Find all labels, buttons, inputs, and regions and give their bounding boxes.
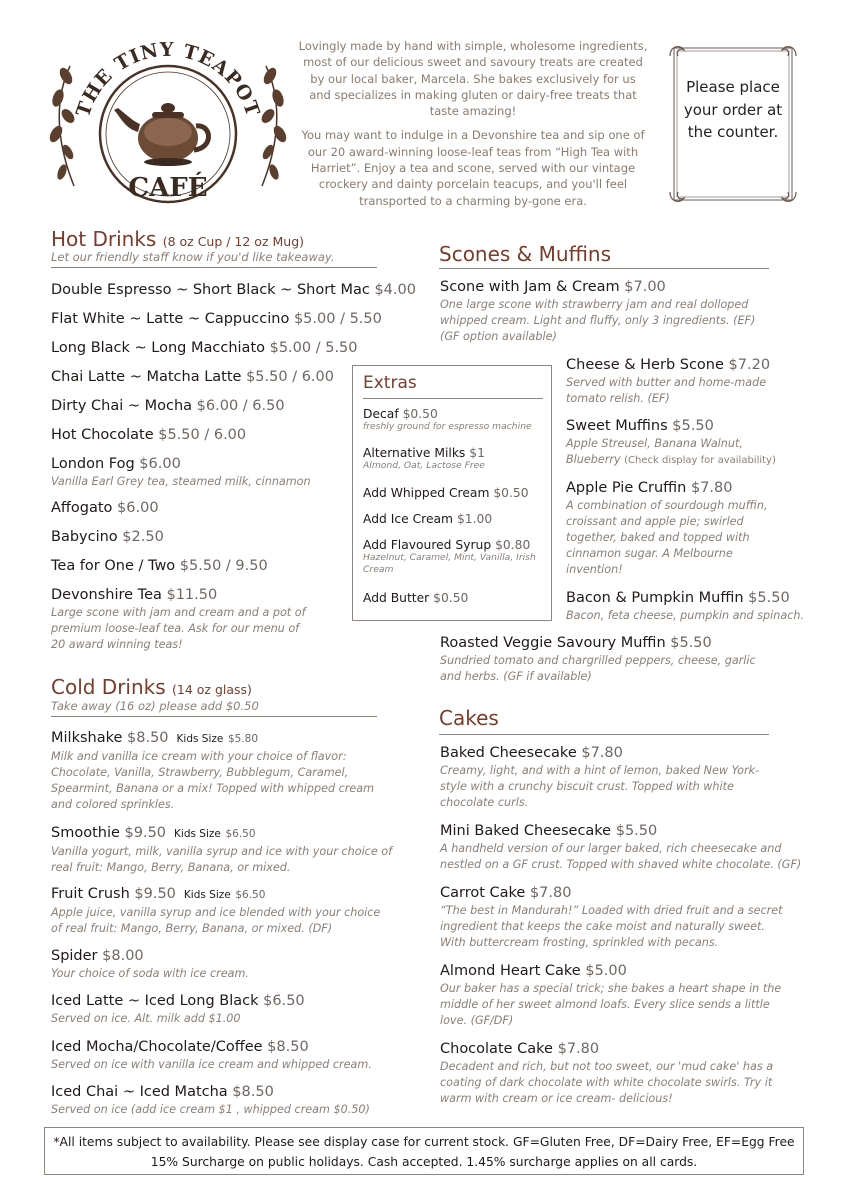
item-price: $5.50 / 6.00 (246, 369, 334, 385)
menu-item (51, 824, 396, 876)
menu-item (51, 885, 391, 937)
order-notice-text: Please place your order at the counter. (683, 78, 783, 141)
item-description: Large scone with jam and cream and a pot of premium loose-leaf tea. Ask for our menu of 20 award winning teas! (51, 606, 306, 651)
item-name: Tea for One / Two (51, 558, 176, 574)
extra-price: $0.50 (433, 591, 469, 605)
item-description: Vanilla yogurt, milk, vanilla syrup and ice with your choice of real fruit: Mango, Berry, Banana, or mixed. (51, 845, 393, 874)
extra-name: Add Whipped Cream (363, 486, 490, 500)
extra-item (363, 512, 548, 526)
item-name: Chai Latte ~ Matcha Latte (51, 369, 242, 385)
kids-size-price: $6.50 (235, 889, 266, 901)
item-name: Devonshire Tea (51, 587, 162, 603)
item-price: $4.00 (374, 282, 416, 298)
menu-item (566, 356, 781, 407)
extras-box (352, 365, 552, 621)
item-description: Vanilla Earl Grey tea, steamed milk, cinnamon (51, 475, 311, 488)
scones-heading: Scones & Muffins (439, 242, 612, 266)
menu-item (51, 368, 334, 387)
item-description: Served with butter and home-made tomato relish. (EF) (566, 376, 767, 405)
extra-item (363, 407, 548, 433)
menu-item (51, 528, 164, 547)
menu-item (51, 729, 391, 813)
item-price: $8.50 (127, 730, 169, 746)
extra-price: $1 (469, 446, 485, 460)
extra-price: $0.50 (493, 486, 529, 500)
item-name: London Fog (51, 456, 135, 472)
menu-item (440, 744, 770, 811)
item-price: $6.00 / 6.50 (196, 398, 285, 414)
cold-drinks-title: Cold Drinks (51, 675, 166, 699)
item-name: Sweet Muffins (566, 418, 668, 434)
item-description: Served on ice (add ice cream $1 , whipped cream $0.50) (51, 1103, 370, 1116)
svg-text:THE TINY TEAPOT: THE TINY TEAPOT (72, 38, 264, 120)
intro-paragraph-2: You may want to indulge in a Devonshire tea and sip one of our 20 award-winning loose-leaf teas from “High Tea with Harriet”. Enjoy a tea and scone, served with our vintage crockery and dainty porcelain teacups, and you'll feel transported to a charming by-gone era. (301, 128, 645, 208)
cold-drinks-divider (51, 716, 377, 717)
item-price: $7.80 (529, 885, 572, 901)
item-price: $5.50 (615, 823, 658, 839)
menu-item (566, 417, 806, 469)
extra-item (363, 538, 538, 576)
item-name: Baked Cheesecake (440, 745, 577, 761)
item-price: $5.00 (585, 963, 627, 979)
scones-divider (439, 268, 769, 269)
extra-name: Add Ice Cream (363, 512, 454, 526)
intro-text (298, 38, 648, 217)
item-price: $7.20 (728, 357, 771, 373)
extra-item (363, 446, 548, 472)
item-price: $8.50 (267, 1039, 309, 1055)
cakes-divider (439, 734, 769, 735)
kids-size-label: Kids Size (174, 828, 221, 840)
item-price: $9.50 (124, 825, 167, 841)
item-description: Your choice of soda with ice cream. (51, 967, 249, 980)
item-name: Scone with Jam & Cream (440, 279, 620, 295)
menu-item (51, 397, 285, 416)
item-name: Carrot Cake (440, 885, 526, 901)
item-name: Iced Latte ~ Iced Long Black (51, 993, 259, 1009)
footer-line-2: 15% Surcharge on public holidays. Cash accepted. 1.45% surcharge applies on all cards. (150, 1155, 698, 1169)
item-description: Sundried tomato and chargrilled peppers, cheese, garlic and herbs. (GF if available) (440, 654, 756, 683)
kids-size-price: $6.50 (225, 828, 256, 840)
cold-drinks-subtitle: Take away (16 oz) please add $0.50 (51, 699, 259, 713)
item-price: $8.00 (102, 948, 144, 964)
item-name: Chocolate Cake (440, 1041, 553, 1057)
hot-drinks-title: Hot Drinks (51, 227, 157, 251)
menu-item (51, 455, 341, 490)
menu-item (566, 589, 816, 624)
item-name: Roasted Veggie Savoury Muffin (440, 635, 666, 651)
extra-name: Add Butter (363, 591, 430, 605)
footer-line-1: *All items subject to availability. Please see display case for current stock. GF=Gluten Free, DF=Dairy Free, EF=Egg Free (53, 1135, 795, 1149)
menu-item (440, 884, 790, 951)
item-name: Affogato (51, 500, 113, 516)
svg-text:CAFÉ: CAFÉ (128, 173, 208, 203)
item-name: Long Black ~ Long Macchiato (51, 340, 265, 356)
item-description: A handheld version of our larger baked, rich cheesecake and nestled on a GF crust. Topped with shaved white chocolate. (GF) (440, 842, 802, 871)
menu-item (51, 499, 159, 518)
menu-item (566, 479, 781, 578)
menu-item (440, 278, 765, 345)
item-name: Iced Mocha/Chocolate/Coffee (51, 1039, 263, 1055)
item-price: $11.50 (166, 587, 218, 603)
menu-item (51, 992, 391, 1027)
item-name: Flat White ~ Latte ~ Cappuccino (51, 311, 290, 327)
item-name: Fruit Crush (51, 886, 130, 902)
cold-drinks-note: (14 oz glass) (172, 682, 252, 697)
item-name: Iced Chai ~ Iced Matcha (51, 1084, 228, 1100)
extra-name: Decaf (363, 407, 399, 421)
extra-item (363, 486, 548, 500)
item-name: Smoothie (51, 825, 120, 841)
item-price: $5.50 / 6.00 (158, 427, 247, 443)
menu-item (51, 1083, 391, 1118)
menu-item (51, 310, 382, 329)
item-price: $5.00 / 5.50 (293, 311, 382, 327)
extra-price: $0.50 (402, 407, 438, 421)
extra-price: $1.00 (456, 512, 493, 526)
hot-drinks-subtitle: Let our friendly staff know if you'd like takeaway. (51, 250, 335, 264)
item-price: $5.00 / 5.50 (269, 340, 358, 356)
menu-item (51, 1038, 391, 1073)
extras-title: Extras (363, 373, 417, 393)
item-name: Cheese & Herb Scone (566, 357, 724, 373)
extra-description: freshly ground for espresso machine (363, 421, 532, 432)
item-price: $7.80 (690, 480, 733, 496)
item-price: $7.80 (581, 745, 623, 761)
menu-item (51, 557, 268, 576)
menu-item (440, 962, 785, 1029)
item-name: Spider (51, 948, 98, 964)
item-price: $6.00 (117, 500, 159, 516)
menu-item (440, 822, 815, 873)
menu-item (440, 634, 775, 685)
menu-item (51, 586, 313, 653)
cakes-heading: Cakes (439, 706, 499, 730)
kids-size-label: Kids Size (176, 733, 224, 745)
menu-item (51, 281, 416, 300)
item-price: $9.50 (134, 886, 176, 902)
item-price: $7.00 (624, 279, 666, 295)
item-price: $6.50 (263, 993, 305, 1009)
item-name: Dirty Chai ~ Mocha (51, 398, 193, 414)
extra-name: Alternative Milks (363, 446, 466, 460)
menu-item (51, 426, 246, 445)
kids-size-label: Kids Size (183, 889, 231, 901)
item-price: $5.50 (748, 590, 790, 606)
item-description: “The best in Mandurah!” Loaded with dried fruit and a secret ingredient that keeps the cake moist and naturally sweet. With buttercream frosting, sprinkled with pecans. (440, 904, 783, 949)
cafe-logo (44, 36, 290, 204)
extra-item (363, 591, 548, 605)
item-description: Creamy, light, and with a hint of lemon, baked New York-style with a crunchy biscuit crust. Topped with white chocolate curls. (440, 764, 760, 809)
item-name: Mini Baked Cheesecake (440, 823, 612, 839)
item-description: One large scone with strawberry jam and real dolloped whipped cream. Light and fluffy, only 3 ingredients. (EF) (GF option available) (440, 298, 756, 343)
item-price: $5.50 (670, 635, 712, 651)
item-price: $5.50 / 9.50 (179, 558, 268, 574)
item-name: Bacon & Pumpkin Muffin (566, 590, 744, 606)
extra-price: $0.80 (495, 538, 531, 552)
hot-drinks-divider (51, 267, 377, 268)
item-name: Double Espresso ~ Short Black ~ Short Mac (51, 282, 370, 298)
item-price: $8.50 (232, 1084, 274, 1100)
menu-item (51, 947, 391, 982)
item-price: $7.80 (557, 1041, 600, 1057)
item-description: Decadent and rich, but not too sweet, our 'mud cake' has a coating of dark chocolate with white chocolate swirls. Try it warm with cream or ice cream- delicious! (440, 1060, 774, 1105)
item-description: Bacon, feta cheese, pumpkin and spinach. (566, 609, 804, 622)
item-price: $6.00 (139, 456, 181, 472)
item-description: Milk and vanilla ice cream with your choice of flavor: Chocolate, Vanilla, Strawberry, Bubblegum, Caramel, Spearmint, Banana or a mix! Topped with whipped cream and colored sprinkles. (51, 750, 375, 811)
extras-divider (363, 398, 543, 399)
menu-item (440, 1040, 780, 1107)
item-name: Hot Chocolate (51, 427, 154, 443)
item-price: $5.50 (672, 418, 714, 434)
intro-paragraph-1: Lovingly made by hand with simple, wholesome ingredients, most of our delicious sweet and savoury treats are created by our local baker, Marcela. She bakes exclusively for us and specializes in making gluten or dairy-free treats that taste amazing! (298, 39, 648, 119)
extra-description: Hazelnut, Caramel, Mint, Vanilla, Irish Cream (363, 552, 536, 575)
cold-drinks-heading (51, 675, 252, 702)
item-description: Our baker has a special trick; she bakes a heart shape in the middle of her sweet almond loafs. Every slice sends a little love. (GF/DF) (440, 982, 782, 1027)
order-notice-box (668, 42, 798, 206)
item-name: Almond Heart Cake (440, 963, 581, 979)
extra-description: Almond, Oat, Lactose Free (363, 460, 485, 471)
menu-item (51, 339, 358, 358)
item-description: Apple Streusel, Banana Walnut, Blueberry (566, 437, 743, 466)
item-name: Milkshake (51, 730, 123, 746)
item-description: Apple juice, vanilla syrup and ice blended with your choice of real fruit: Mango, Berry, Banana, or mixed. (DF) (51, 906, 381, 935)
item-name: Babycino (51, 529, 118, 545)
item-description: Served on ice with vanilla ice cream and whipped cream. (51, 1058, 372, 1071)
extra-name: Add Flavoured Syrup (363, 538, 492, 552)
item-description: Served on ice. Alt. milk add $1.00 (51, 1012, 241, 1025)
footer-notice (44, 1127, 804, 1175)
kids-size-price: $5.80 (227, 733, 259, 745)
item-price: $2.50 (122, 529, 164, 545)
hot-drinks-note: (8 oz Cup / 12 oz Mug) (162, 234, 305, 249)
item-description: A combination of sourdough muffin, croissant and apple pie; swirled together, baked and topped with cinnamon sugar. A Melbourne invention! (566, 499, 768, 576)
item-name: Apple Pie Cruffin (566, 480, 687, 496)
item-note: (Check display for availability) (624, 455, 776, 466)
